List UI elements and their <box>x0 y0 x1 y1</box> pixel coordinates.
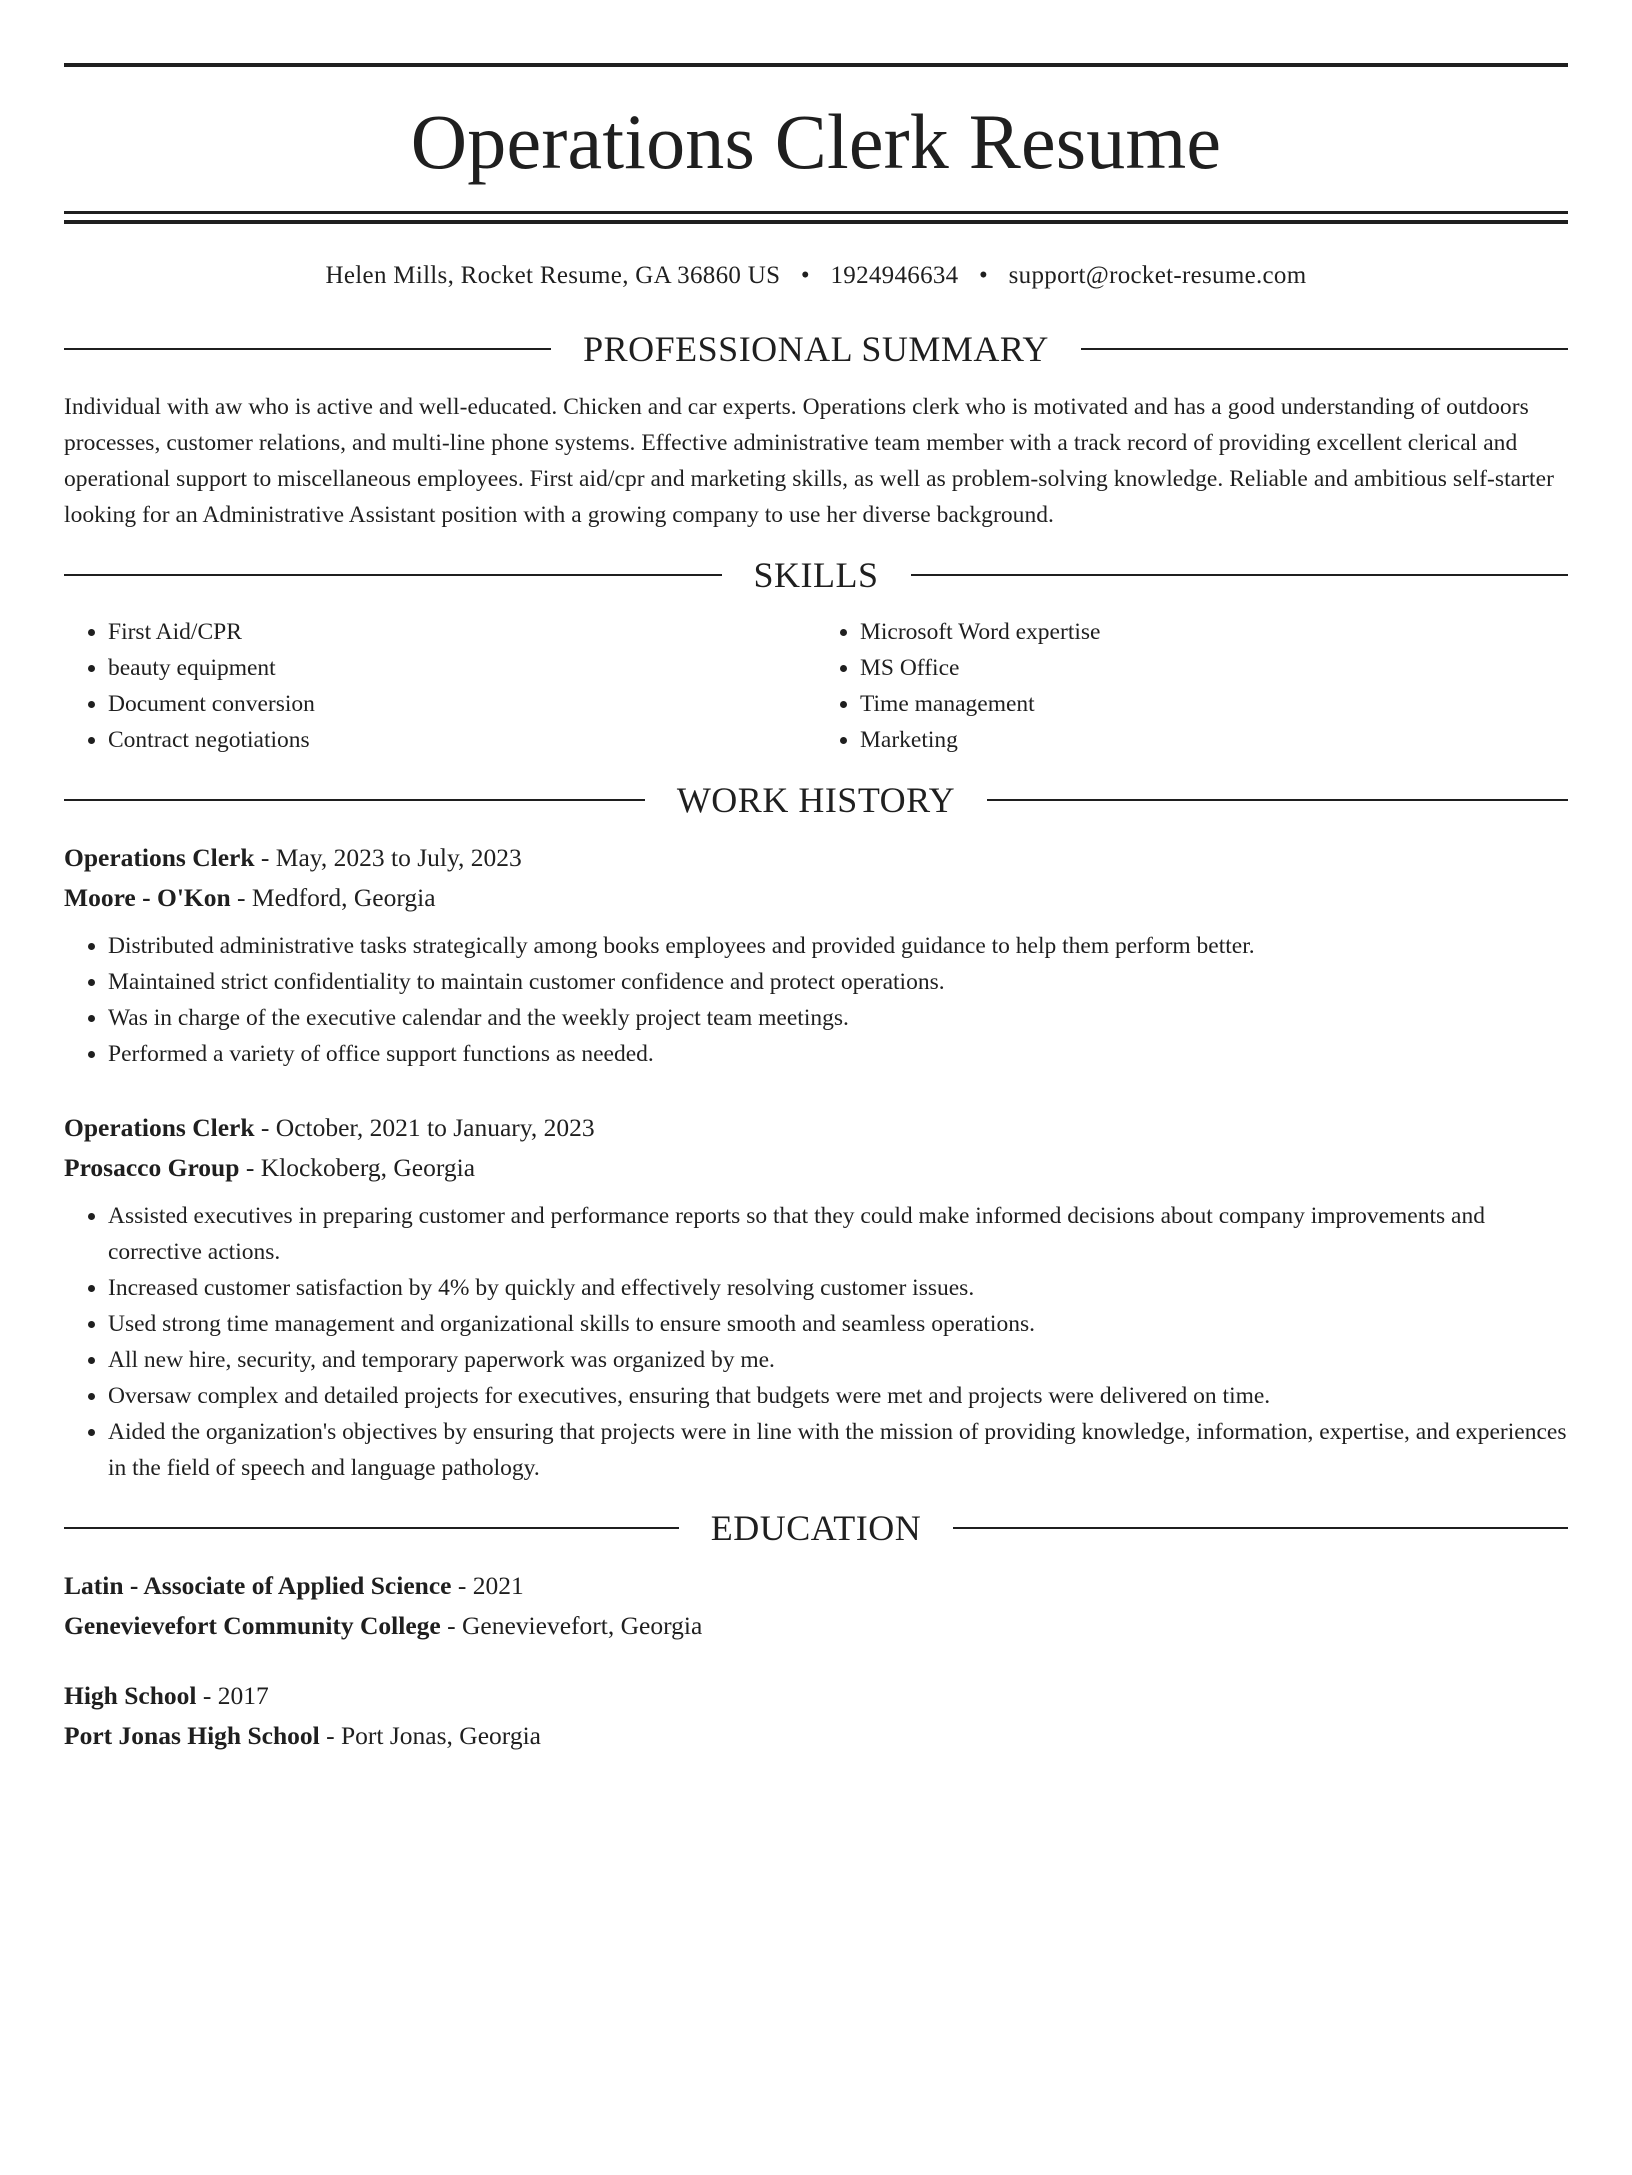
top-rule <box>64 63 1568 67</box>
education-degree-line: Latin - Associate of Applied Science - 2021 <box>64 1571 524 1600</box>
education-year: 2017 <box>217 1681 269 1710</box>
heading-rule-right <box>911 574 1569 576</box>
job-dates: October, 2021 to January, 2023 <box>275 1113 595 1142</box>
heading-rule-left <box>64 348 551 350</box>
education-location: Port Jonas, Georgia <box>341 1721 541 1750</box>
job-location: Medford, Georgia <box>251 883 436 912</box>
education-heading-text: EDUCATION <box>710 1508 922 1548</box>
heading-rule-left <box>64 1527 679 1529</box>
education-degree-line: High School - 2017 <box>64 1681 269 1710</box>
job-bullets <box>64 928 1568 1072</box>
job-bullet: • Aided the organization's objectives by ensuring that projects were in line with the mission of providing knowledge, information, expertise, and experiences in the field of speech and language pathology. <box>108 1414 1568 1486</box>
job-company-line: Prosacco Group - Klockoberg, Georgia <box>64 1153 476 1182</box>
heading-rule-left <box>64 574 722 576</box>
job-company-line: Moore - O'Kon - Medford, Georgia <box>64 883 436 912</box>
job-title-line: Operations Clerk - May, 2023 to July, 2023 <box>64 843 522 872</box>
job-bullets <box>64 1198 1568 1486</box>
education-location: Genevievefort, Georgia <box>462 1611 703 1640</box>
job-bullet: • Performed a variety of office support functions as needed. <box>108 1036 1568 1072</box>
education-degree: Latin - Associate of Applied Science <box>64 1571 452 1600</box>
skills-heading <box>64 555 1568 595</box>
job-bullet: • Used strong time management and organizational skills to ensure smooth and seamless operations. <box>108 1306 1568 1342</box>
skill-item: • beauty equipment <box>108 650 816 686</box>
job-company: Prosacco Group <box>64 1153 240 1182</box>
summary-heading <box>64 329 1568 369</box>
job-title-line: Operations Clerk - October, 2021 to January, 2023 <box>64 1113 595 1142</box>
job-company: Moore - O'Kon <box>64 883 231 912</box>
skill-item: • Microsoft Word expertise <box>860 614 1568 650</box>
heading-rule-right <box>987 799 1568 801</box>
education-degree: High School <box>64 1681 197 1710</box>
job-location: Klockoberg, Georgia <box>260 1153 476 1182</box>
skills-column-left <box>64 614 816 758</box>
skill-item: • Time management <box>860 686 1568 722</box>
education-school: Genevievefort Community College <box>64 1611 441 1640</box>
education-year: 2021 <box>472 1571 524 1600</box>
job-bullet: • All new hire, security, and temporary paperwork was organized by me. <box>108 1342 1568 1378</box>
heading-rule-left <box>64 799 645 801</box>
contact-line <box>64 261 1568 291</box>
title-rule-lower <box>64 220 1568 224</box>
heading-rule-right <box>953 1527 1568 1529</box>
education-school: Port Jonas High School <box>64 1721 320 1750</box>
education-school-line: Genevievefort Community College - Genevievefort, Georgia <box>64 1611 703 1640</box>
summary-text: Individual with aw who is active and well-educated. Chicken and car experts. Operations clerk who is motivated and has a good understanding of outdoors processes, customer relations, and multi-line phone systems. Effective administrative team member with a track record of providing excellent clerical and operational support to miscellaneous employees. First aid/cpr and marketing skills, as well as problem-solving knowledge. Reliable and ambitious self-starter looking for an Administrative Assistant position with a growing company to use her diverse background. <box>64 394 1554 528</box>
title-double-rule <box>64 211 1568 224</box>
contact-separator: • <box>800 262 810 289</box>
skills-column-right <box>816 614 1568 758</box>
education-heading <box>64 1508 1568 1548</box>
contact-email: support@rocket-resume.com <box>1008 262 1307 289</box>
skill-item: • Marketing <box>860 722 1568 758</box>
education-entry <box>64 1676 1568 1756</box>
job-bullet: • Distributed administrative tasks strategically among books employees and provided guidance to help them perform better. <box>108 928 1568 964</box>
skill-item: • Document conversion <box>108 686 816 722</box>
title-rule-upper <box>64 211 1568 214</box>
skill-item: • MS Office <box>860 650 1568 686</box>
job-dates: May, 2023 to July, 2023 <box>275 843 522 872</box>
summary-heading-text: PROFESSIONAL SUMMARY <box>583 329 1049 369</box>
resume-page <box>0 63 1632 2175</box>
job-bullet: • Maintained strict confidentiality to maintain customer confidence and protect operations. <box>108 964 1568 1000</box>
job-bullet: • Oversaw complex and detailed projects for executives, ensuring that budgets were met and projects were delivered on time. <box>108 1378 1568 1414</box>
skill-item: • First Aid/CPR <box>108 614 816 650</box>
job-entry <box>64 1108 1568 1486</box>
work-heading <box>64 780 1568 820</box>
job-bullet: • Assisted executives in preparing customer and performance reports so that they could make informed decisions about company improvements and corrective actions. <box>108 1198 1568 1270</box>
page-title: Operations Clerk Resume <box>410 98 1222 185</box>
education-school-line: Port Jonas High School - Port Jonas, Georgia <box>64 1721 541 1750</box>
heading-rule-right <box>1081 348 1568 350</box>
contact-address: Helen Mills, Rocket Resume, GA 36860 US <box>325 262 781 289</box>
job-title: Operations Clerk <box>64 1113 255 1142</box>
contact-separator: • <box>979 262 989 289</box>
education-entry <box>64 1566 1568 1646</box>
skills-heading-text: SKILLS <box>753 555 879 595</box>
job-bullet: • Was in charge of the executive calendar and the weekly project team meetings. <box>108 1000 1568 1036</box>
skill-item: • Contract negotiations <box>108 722 816 758</box>
job-bullet: • Increased customer satisfaction by 4% by quickly and effectively resolving customer issues. <box>108 1270 1568 1306</box>
job-entry <box>64 838 1568 1072</box>
job-title: Operations Clerk <box>64 843 255 872</box>
work-heading-text: WORK HISTORY <box>676 780 956 820</box>
skills-list <box>64 614 1568 758</box>
contact-phone: 1924946634 <box>830 262 959 289</box>
